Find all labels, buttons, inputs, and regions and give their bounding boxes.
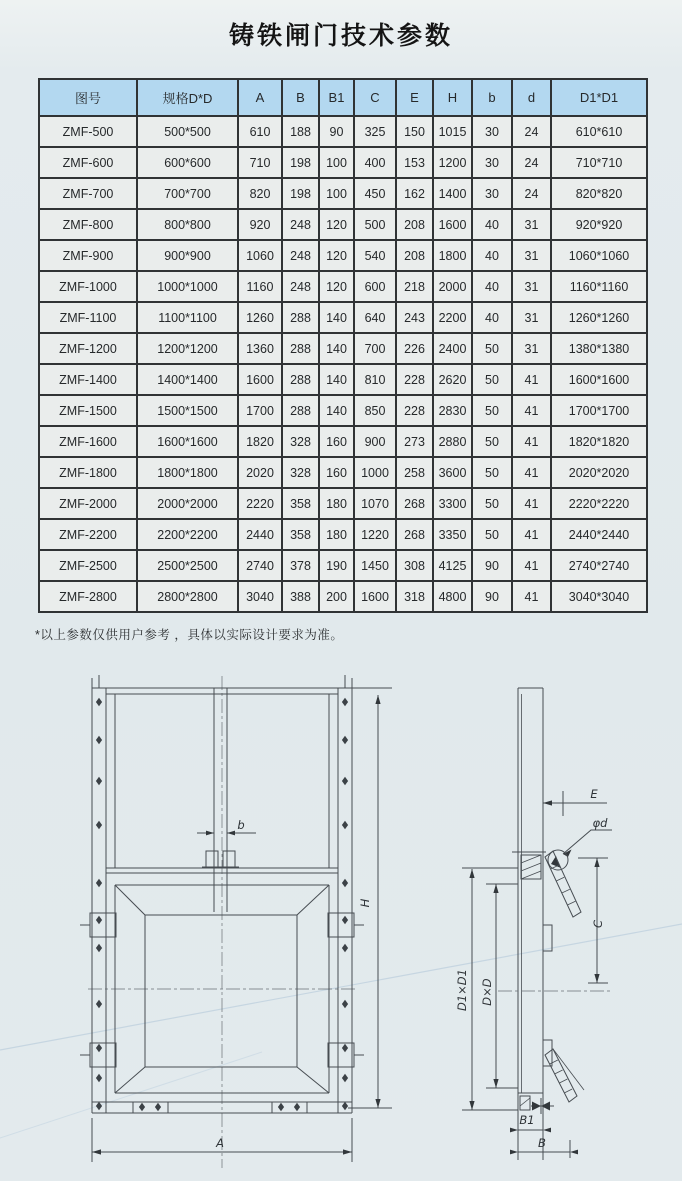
value-cell: 1070 bbox=[354, 488, 396, 519]
value-cell: 50 bbox=[472, 426, 512, 457]
value-cell: 2200 bbox=[433, 302, 472, 333]
dim-E-label: E bbox=[590, 787, 598, 801]
value-cell: 41 bbox=[512, 519, 551, 550]
value-cell: 273 bbox=[396, 426, 433, 457]
value-cell: 1820 bbox=[238, 426, 282, 457]
value-cell: 268 bbox=[396, 519, 433, 550]
column-header: D1*D1 bbox=[551, 79, 647, 116]
table-row bbox=[39, 333, 647, 364]
model-cell: ZMF-1800 bbox=[39, 457, 137, 488]
value-cell: 600 bbox=[354, 271, 396, 302]
table-row bbox=[39, 488, 647, 519]
value-cell: 700*700 bbox=[137, 178, 238, 209]
value-cell: 850 bbox=[354, 395, 396, 426]
value-cell: 228 bbox=[396, 395, 433, 426]
value-cell: 31 bbox=[512, 271, 551, 302]
column-header: 图号 bbox=[39, 79, 137, 116]
value-cell: 1200*1200 bbox=[137, 333, 238, 364]
value-cell: 208 bbox=[396, 209, 433, 240]
model-cell: ZMF-1200 bbox=[39, 333, 137, 364]
front-view bbox=[80, 675, 392, 1168]
value-cell: 2220 bbox=[238, 488, 282, 519]
value-cell: 140 bbox=[319, 395, 354, 426]
value-cell: 710 bbox=[238, 147, 282, 178]
model-cell: ZMF-1100 bbox=[39, 302, 137, 333]
value-cell: 190 bbox=[319, 550, 354, 581]
value-cell: 1600 bbox=[238, 364, 282, 395]
value-cell: 268 bbox=[396, 488, 433, 519]
value-cell: 120 bbox=[319, 271, 354, 302]
value-cell: 50 bbox=[472, 519, 512, 550]
value-cell: 208 bbox=[396, 240, 433, 271]
value-cell: 2620 bbox=[433, 364, 472, 395]
dim-A-label: A bbox=[216, 1136, 224, 1150]
value-cell: 140 bbox=[319, 364, 354, 395]
value-cell: 2800*2800 bbox=[137, 581, 238, 612]
footnote: *以上参数仅供用户参考 ，具体以实际设计要求为准。 bbox=[35, 628, 344, 642]
value-cell: 358 bbox=[282, 519, 319, 550]
column-header: C bbox=[354, 79, 396, 116]
value-cell: 2400 bbox=[433, 333, 472, 364]
value-cell: 318 bbox=[396, 581, 433, 612]
guide-tab-upper bbox=[543, 925, 552, 951]
value-cell: 288 bbox=[282, 364, 319, 395]
value-cell: 198 bbox=[282, 178, 319, 209]
value-cell: 50 bbox=[472, 457, 512, 488]
value-cell: 1160*1160 bbox=[551, 271, 647, 302]
value-cell: 3600 bbox=[433, 457, 472, 488]
dim-E bbox=[543, 787, 607, 816]
value-cell: 1000 bbox=[354, 457, 396, 488]
model-cell: ZMF-1400 bbox=[39, 364, 137, 395]
value-cell: 120 bbox=[319, 240, 354, 271]
value-cell: 610 bbox=[238, 116, 282, 147]
value-cell: 1400 bbox=[433, 178, 472, 209]
value-cell: 248 bbox=[282, 271, 319, 302]
value-cell: 3300 bbox=[433, 488, 472, 519]
value-cell: 90 bbox=[319, 116, 354, 147]
table-row bbox=[39, 116, 647, 147]
value-cell: 820*820 bbox=[551, 178, 647, 209]
column-header: d bbox=[512, 79, 551, 116]
value-cell: 540 bbox=[354, 240, 396, 271]
value-cell: 90 bbox=[472, 581, 512, 612]
value-cell: 640 bbox=[354, 302, 396, 333]
value-cell: 41 bbox=[512, 488, 551, 519]
model-cell: ZMF-800 bbox=[39, 209, 137, 240]
table-row bbox=[39, 581, 647, 612]
value-cell: 3040 bbox=[238, 581, 282, 612]
model-cell: ZMF-700 bbox=[39, 178, 137, 209]
value-cell: 1260*1260 bbox=[551, 302, 647, 333]
column-header: 规格D*D bbox=[137, 79, 238, 116]
value-cell: 41 bbox=[512, 426, 551, 457]
value-cell: 100 bbox=[319, 178, 354, 209]
column-header: A bbox=[238, 79, 282, 116]
value-cell: 160 bbox=[319, 426, 354, 457]
value-cell: 700 bbox=[354, 333, 396, 364]
value-cell: 180 bbox=[319, 519, 354, 550]
value-cell: 325 bbox=[354, 116, 396, 147]
value-cell: 1600*1600 bbox=[551, 364, 647, 395]
value-cell: 2500*2500 bbox=[137, 550, 238, 581]
dim-D bbox=[480, 884, 518, 1088]
value-cell: 1380*1380 bbox=[551, 333, 647, 364]
dim-C bbox=[578, 858, 608, 983]
value-cell: 378 bbox=[282, 550, 319, 581]
value-cell: 140 bbox=[319, 333, 354, 364]
value-cell: 243 bbox=[396, 302, 433, 333]
value-cell: 450 bbox=[354, 178, 396, 209]
value-cell: 308 bbox=[396, 550, 433, 581]
value-cell: 4125 bbox=[433, 550, 472, 581]
value-cell: 90 bbox=[472, 550, 512, 581]
column-header: E bbox=[396, 79, 433, 116]
value-cell: 40 bbox=[472, 271, 512, 302]
seat-bottom-wedge bbox=[545, 1049, 584, 1102]
value-cell: 1800 bbox=[433, 240, 472, 271]
value-cell: 900 bbox=[354, 426, 396, 457]
column-header: B bbox=[282, 79, 319, 116]
value-cell: 1500*1500 bbox=[137, 395, 238, 426]
model-cell: ZMF-1000 bbox=[39, 271, 137, 302]
model-cell: ZMF-2200 bbox=[39, 519, 137, 550]
value-cell: 2740 bbox=[238, 550, 282, 581]
value-cell: 1800*1800 bbox=[137, 457, 238, 488]
table-row bbox=[39, 364, 647, 395]
value-cell: 228 bbox=[396, 364, 433, 395]
value-cell: 2200*2200 bbox=[137, 519, 238, 550]
value-cell: 31 bbox=[512, 333, 551, 364]
value-cell: 41 bbox=[512, 550, 551, 581]
value-cell: 150 bbox=[396, 116, 433, 147]
value-cell: 2740*2740 bbox=[551, 550, 647, 581]
value-cell: 1015 bbox=[433, 116, 472, 147]
dim-B1 bbox=[510, 1113, 551, 1132]
table-row bbox=[39, 550, 647, 581]
dim-H-label: H bbox=[358, 898, 372, 908]
value-cell: 1600*1600 bbox=[137, 426, 238, 457]
value-cell: 188 bbox=[282, 116, 319, 147]
dim-B bbox=[510, 1136, 578, 1158]
model-cell: ZMF-2000 bbox=[39, 488, 137, 519]
side-view bbox=[455, 688, 612, 1160]
value-cell: 120 bbox=[319, 209, 354, 240]
scan-crease-lines bbox=[0, 660, 682, 1138]
value-cell: 41 bbox=[512, 395, 551, 426]
model-cell: ZMF-500 bbox=[39, 116, 137, 147]
value-cell: 920 bbox=[238, 209, 282, 240]
dim-phi-d-label: φd bbox=[592, 816, 608, 830]
value-cell: 24 bbox=[512, 178, 551, 209]
value-cell: 40 bbox=[472, 240, 512, 271]
value-cell: 600*600 bbox=[137, 147, 238, 178]
value-cell: 180 bbox=[319, 488, 354, 519]
value-cell: 900*900 bbox=[137, 240, 238, 271]
value-cell: 2020*2020 bbox=[551, 457, 647, 488]
value-cell: 400 bbox=[354, 147, 396, 178]
value-cell: 31 bbox=[512, 240, 551, 271]
dim-H bbox=[348, 695, 392, 1108]
value-cell: 1260 bbox=[238, 302, 282, 333]
column-header: b bbox=[472, 79, 512, 116]
value-cell: 1820*1820 bbox=[551, 426, 647, 457]
value-cell: 1100*1100 bbox=[137, 302, 238, 333]
value-cell: 41 bbox=[512, 364, 551, 395]
value-cell: 258 bbox=[396, 457, 433, 488]
column-header: H bbox=[433, 79, 472, 116]
table-row bbox=[39, 519, 647, 550]
value-cell: 248 bbox=[282, 209, 319, 240]
table-row bbox=[39, 302, 647, 333]
value-cell: 40 bbox=[472, 302, 512, 333]
value-cell: 1160 bbox=[238, 271, 282, 302]
dim-B1-label: B1 bbox=[519, 1113, 535, 1127]
model-cell: ZMF-900 bbox=[39, 240, 137, 271]
value-cell: 30 bbox=[472, 147, 512, 178]
value-cell: 218 bbox=[396, 271, 433, 302]
value-cell: 1600 bbox=[354, 581, 396, 612]
model-cell: ZMF-2500 bbox=[39, 550, 137, 581]
value-cell: 40 bbox=[472, 209, 512, 240]
value-cell: 50 bbox=[472, 395, 512, 426]
value-cell: 1450 bbox=[354, 550, 396, 581]
value-cell: 4800 bbox=[433, 581, 472, 612]
dim-D-label: D×D bbox=[480, 978, 494, 1006]
value-cell: 198 bbox=[282, 147, 319, 178]
value-cell: 800*800 bbox=[137, 209, 238, 240]
value-cell: 162 bbox=[396, 178, 433, 209]
value-cell: 820 bbox=[238, 178, 282, 209]
value-cell: 2880 bbox=[433, 426, 472, 457]
value-cell: 500 bbox=[354, 209, 396, 240]
value-cell: 50 bbox=[472, 364, 512, 395]
value-cell: 248 bbox=[282, 240, 319, 271]
dim-phi-d bbox=[563, 816, 612, 857]
technical-drawing bbox=[0, 660, 682, 1181]
value-cell: 41 bbox=[512, 457, 551, 488]
value-cell: 288 bbox=[282, 333, 319, 364]
value-cell: 3350 bbox=[433, 519, 472, 550]
value-cell: 2020 bbox=[238, 457, 282, 488]
value-cell: 610*610 bbox=[551, 116, 647, 147]
value-cell: 1400*1400 bbox=[137, 364, 238, 395]
table-row bbox=[39, 271, 647, 302]
value-cell: 1700 bbox=[238, 395, 282, 426]
dim-C-label: C bbox=[591, 919, 605, 929]
value-cell: 30 bbox=[472, 116, 512, 147]
value-cell: 388 bbox=[282, 581, 319, 612]
value-cell: 288 bbox=[282, 395, 319, 426]
value-cell: 2830 bbox=[433, 395, 472, 426]
value-cell: 2000*2000 bbox=[137, 488, 238, 519]
value-cell: 24 bbox=[512, 147, 551, 178]
table-row bbox=[39, 178, 647, 209]
value-cell: 1220 bbox=[354, 519, 396, 550]
model-cell: ZMF-1500 bbox=[39, 395, 137, 426]
column-header: B1 bbox=[319, 79, 354, 116]
value-cell: 2000 bbox=[433, 271, 472, 302]
table-row bbox=[39, 147, 647, 178]
spec-table bbox=[38, 78, 648, 613]
table-row bbox=[39, 457, 647, 488]
model-cell: ZMF-600 bbox=[39, 147, 137, 178]
spec-table-body bbox=[39, 116, 647, 612]
value-cell: 2220*2220 bbox=[551, 488, 647, 519]
value-cell: 1060*1060 bbox=[551, 240, 647, 271]
value-cell: 31 bbox=[512, 302, 551, 333]
model-cell: ZMF-1600 bbox=[39, 426, 137, 457]
bottom-seat-detail bbox=[518, 1093, 554, 1114]
value-cell: 920*920 bbox=[551, 209, 647, 240]
table-row bbox=[39, 209, 647, 240]
value-cell: 153 bbox=[396, 147, 433, 178]
value-cell: 810 bbox=[354, 364, 396, 395]
value-cell: 288 bbox=[282, 302, 319, 333]
value-cell: 1700*1700 bbox=[551, 395, 647, 426]
value-cell: 31 bbox=[512, 209, 551, 240]
page-title: 铸铁闸门技术参数 bbox=[228, 22, 453, 50]
dim-b-label: b bbox=[237, 818, 245, 832]
dim-B-label: B bbox=[538, 1136, 546, 1150]
value-cell: 100 bbox=[319, 147, 354, 178]
table-row bbox=[39, 426, 647, 457]
value-cell: 41 bbox=[512, 581, 551, 612]
value-cell: 200 bbox=[319, 581, 354, 612]
value-cell: 2440 bbox=[238, 519, 282, 550]
value-cell: 50 bbox=[472, 333, 512, 364]
value-cell: 50 bbox=[472, 488, 512, 519]
spec-table-head-row bbox=[39, 79, 647, 116]
value-cell: 1200 bbox=[433, 147, 472, 178]
value-cell: 140 bbox=[319, 302, 354, 333]
value-cell: 30 bbox=[472, 178, 512, 209]
value-cell: 328 bbox=[282, 457, 319, 488]
value-cell: 2440*2440 bbox=[551, 519, 647, 550]
value-cell: 500*500 bbox=[137, 116, 238, 147]
value-cell: 1000*1000 bbox=[137, 271, 238, 302]
value-cell: 1360 bbox=[238, 333, 282, 364]
model-cell: ZMF-2800 bbox=[39, 581, 137, 612]
value-cell: 226 bbox=[396, 333, 433, 364]
value-cell: 160 bbox=[319, 457, 354, 488]
value-cell: 358 bbox=[282, 488, 319, 519]
value-cell: 3040*3040 bbox=[551, 581, 647, 612]
value-cell: 710*710 bbox=[551, 147, 647, 178]
value-cell: 328 bbox=[282, 426, 319, 457]
dim-D1-label: D1×D1 bbox=[455, 969, 469, 1011]
value-cell: 1060 bbox=[238, 240, 282, 271]
table-row bbox=[39, 240, 647, 271]
value-cell: 24 bbox=[512, 116, 551, 147]
table-row bbox=[39, 395, 647, 426]
value-cell: 1600 bbox=[433, 209, 472, 240]
seat-top-detail bbox=[512, 850, 581, 917]
